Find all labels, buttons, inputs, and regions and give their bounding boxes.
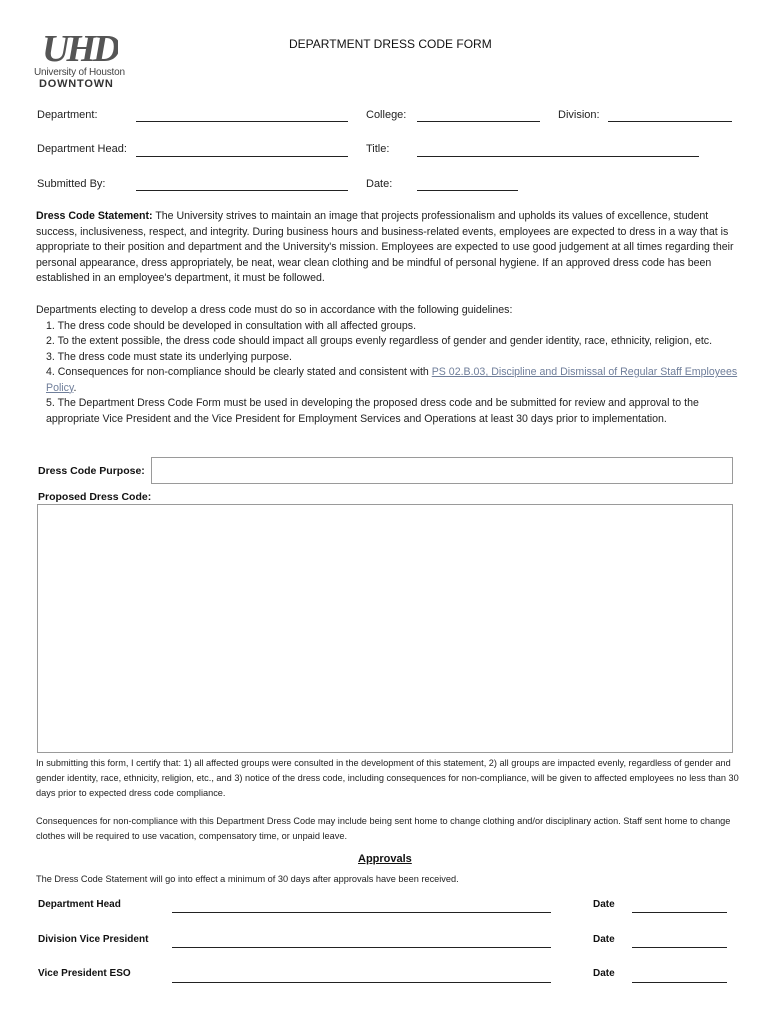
guideline-item-2-text: 2. To the extent possible, the dress code should impact all groups evenly regardless of gender and gender identity, race, ethnicity, religion, etc.: [46, 335, 713, 347]
approvals-note: The Dress Code Statement will go into effect a minimum of 30 days after approvals have been received.: [36, 874, 459, 884]
guideline-item-4-text: 4. Consequences for non-compliance should be clearly stated and consistent with: [46, 366, 432, 378]
approval-department-head-signature[interactable]: [172, 912, 551, 913]
policy-link[interactable]: PS 02.B.03, Discipline and Dismissal of Regular Staff Employees Policy: [46, 366, 738, 394]
guideline-item-2: [36, 334, 740, 350]
approval-date-label-2: Date: [593, 934, 615, 945]
submitted-by-field[interactable]: [136, 190, 348, 191]
approval-date-label-3: Date: [593, 968, 615, 979]
submitted-by-label: Submitted By:: [37, 178, 106, 190]
approval-date-field-3[interactable]: [632, 982, 727, 983]
proposed-dress-code-input[interactable]: [37, 504, 733, 753]
division-label: Division:: [558, 109, 600, 121]
dress-code-purpose-input[interactable]: [151, 457, 733, 484]
department-head-field[interactable]: [136, 156, 348, 157]
department-label: Department:: [37, 109, 98, 121]
uhd-logo-text: UHD: [42, 30, 118, 66]
dress-code-statement: [36, 209, 740, 287]
proposed-dress-code-label: Proposed Dress Code:: [38, 491, 152, 503]
guideline-item-4: [36, 365, 740, 396]
college-label: College:: [366, 109, 407, 121]
statement-heading: Dress Code Statement:: [36, 210, 153, 222]
guidelines-intro: Departments electing to develop a dress code must do so in accordance with the following guidelines:: [36, 304, 513, 316]
title-label: Title:: [366, 143, 390, 155]
title-field[interactable]: [417, 156, 699, 157]
logo-campus-name: DOWNTOWN: [39, 78, 114, 90]
date-field[interactable]: [417, 190, 518, 191]
approval-date-label-1: Date: [593, 899, 615, 910]
approval-vp-eso-signature[interactable]: [172, 982, 551, 983]
approval-vp-eso-label: Vice President ESO: [38, 968, 131, 979]
approval-date-field-1[interactable]: [632, 912, 727, 913]
guideline-item-5: 5. The Department Dress Code Form must be used in developing the proposed dress code and be submitted for review and approval to the appropriate Vice President and the Vice President for Employment Services and Operations at least 30 days prior to implementation.: [46, 397, 699, 425]
approvals-heading: Approvals: [358, 853, 412, 865]
consequences-text: Consequences for non-compliance with this Department Dress Code may include being sent home to change clothing and/or disciplinary action. Staff sent home to change clothes will be required to use vacation, compensatory time, or unpaid leave.: [36, 816, 731, 841]
approval-division-vp-label: Division Vice President: [38, 934, 149, 945]
guideline-item-4-end: .: [73, 381, 77, 394]
logo-university-name: University of Houston: [34, 67, 125, 78]
date-label: Date:: [366, 178, 393, 190]
department-head-label: Department Head:: [37, 143, 127, 155]
guideline-item-3: 3. The dress code must state its underlying purpose.: [46, 350, 292, 363]
college-field[interactable]: [417, 121, 540, 122]
dress-code-purpose-label: Dress Code Purpose:: [38, 465, 145, 477]
statement-body: The University strives to maintain an image that projects professionalism and upholds its values of excellence, student success, inclusiveness, respect, and integrity. During business hours and business-related events, employees are expected to dress in a way that is appropriate to their position and department and the University's mission. Employees are expected to use good judgement at all times regarding their personal appearance, dress appropriately, be neat, wear clean clothing and be mindful of personal hygiene. If an approved dress code has been established in an employee's department, it must be followed.: [36, 210, 734, 284]
division-field[interactable]: [608, 121, 732, 122]
guideline-item-1: 1. The dress code should be developed in consultation with all affected groups.: [46, 319, 417, 332]
certification-text: In submitting this form, I certify that: 1) all affected groups were consulted in the development of this statement, 2) all groups are impacted evenly, regardless of gender and gender identity, race, ethnicity, religion, etc., and 3) notice of the dress code, including consequences for non-compliance, will be given to affected employees no less than 30 days prior to expected dress code compliance.: [36, 758, 739, 798]
form-title: DEPARTMENT DRESS CODE FORM: [289, 37, 492, 51]
approval-division-vp-signature[interactable]: [172, 947, 551, 948]
guidelines: [36, 303, 740, 427]
approval-department-head-label: Department Head: [38, 899, 121, 910]
department-field[interactable]: [136, 121, 348, 122]
uhd-logo-mark: [42, 30, 118, 66]
uhd-logo: [42, 30, 118, 71]
approval-date-field-2[interactable]: [632, 947, 727, 948]
